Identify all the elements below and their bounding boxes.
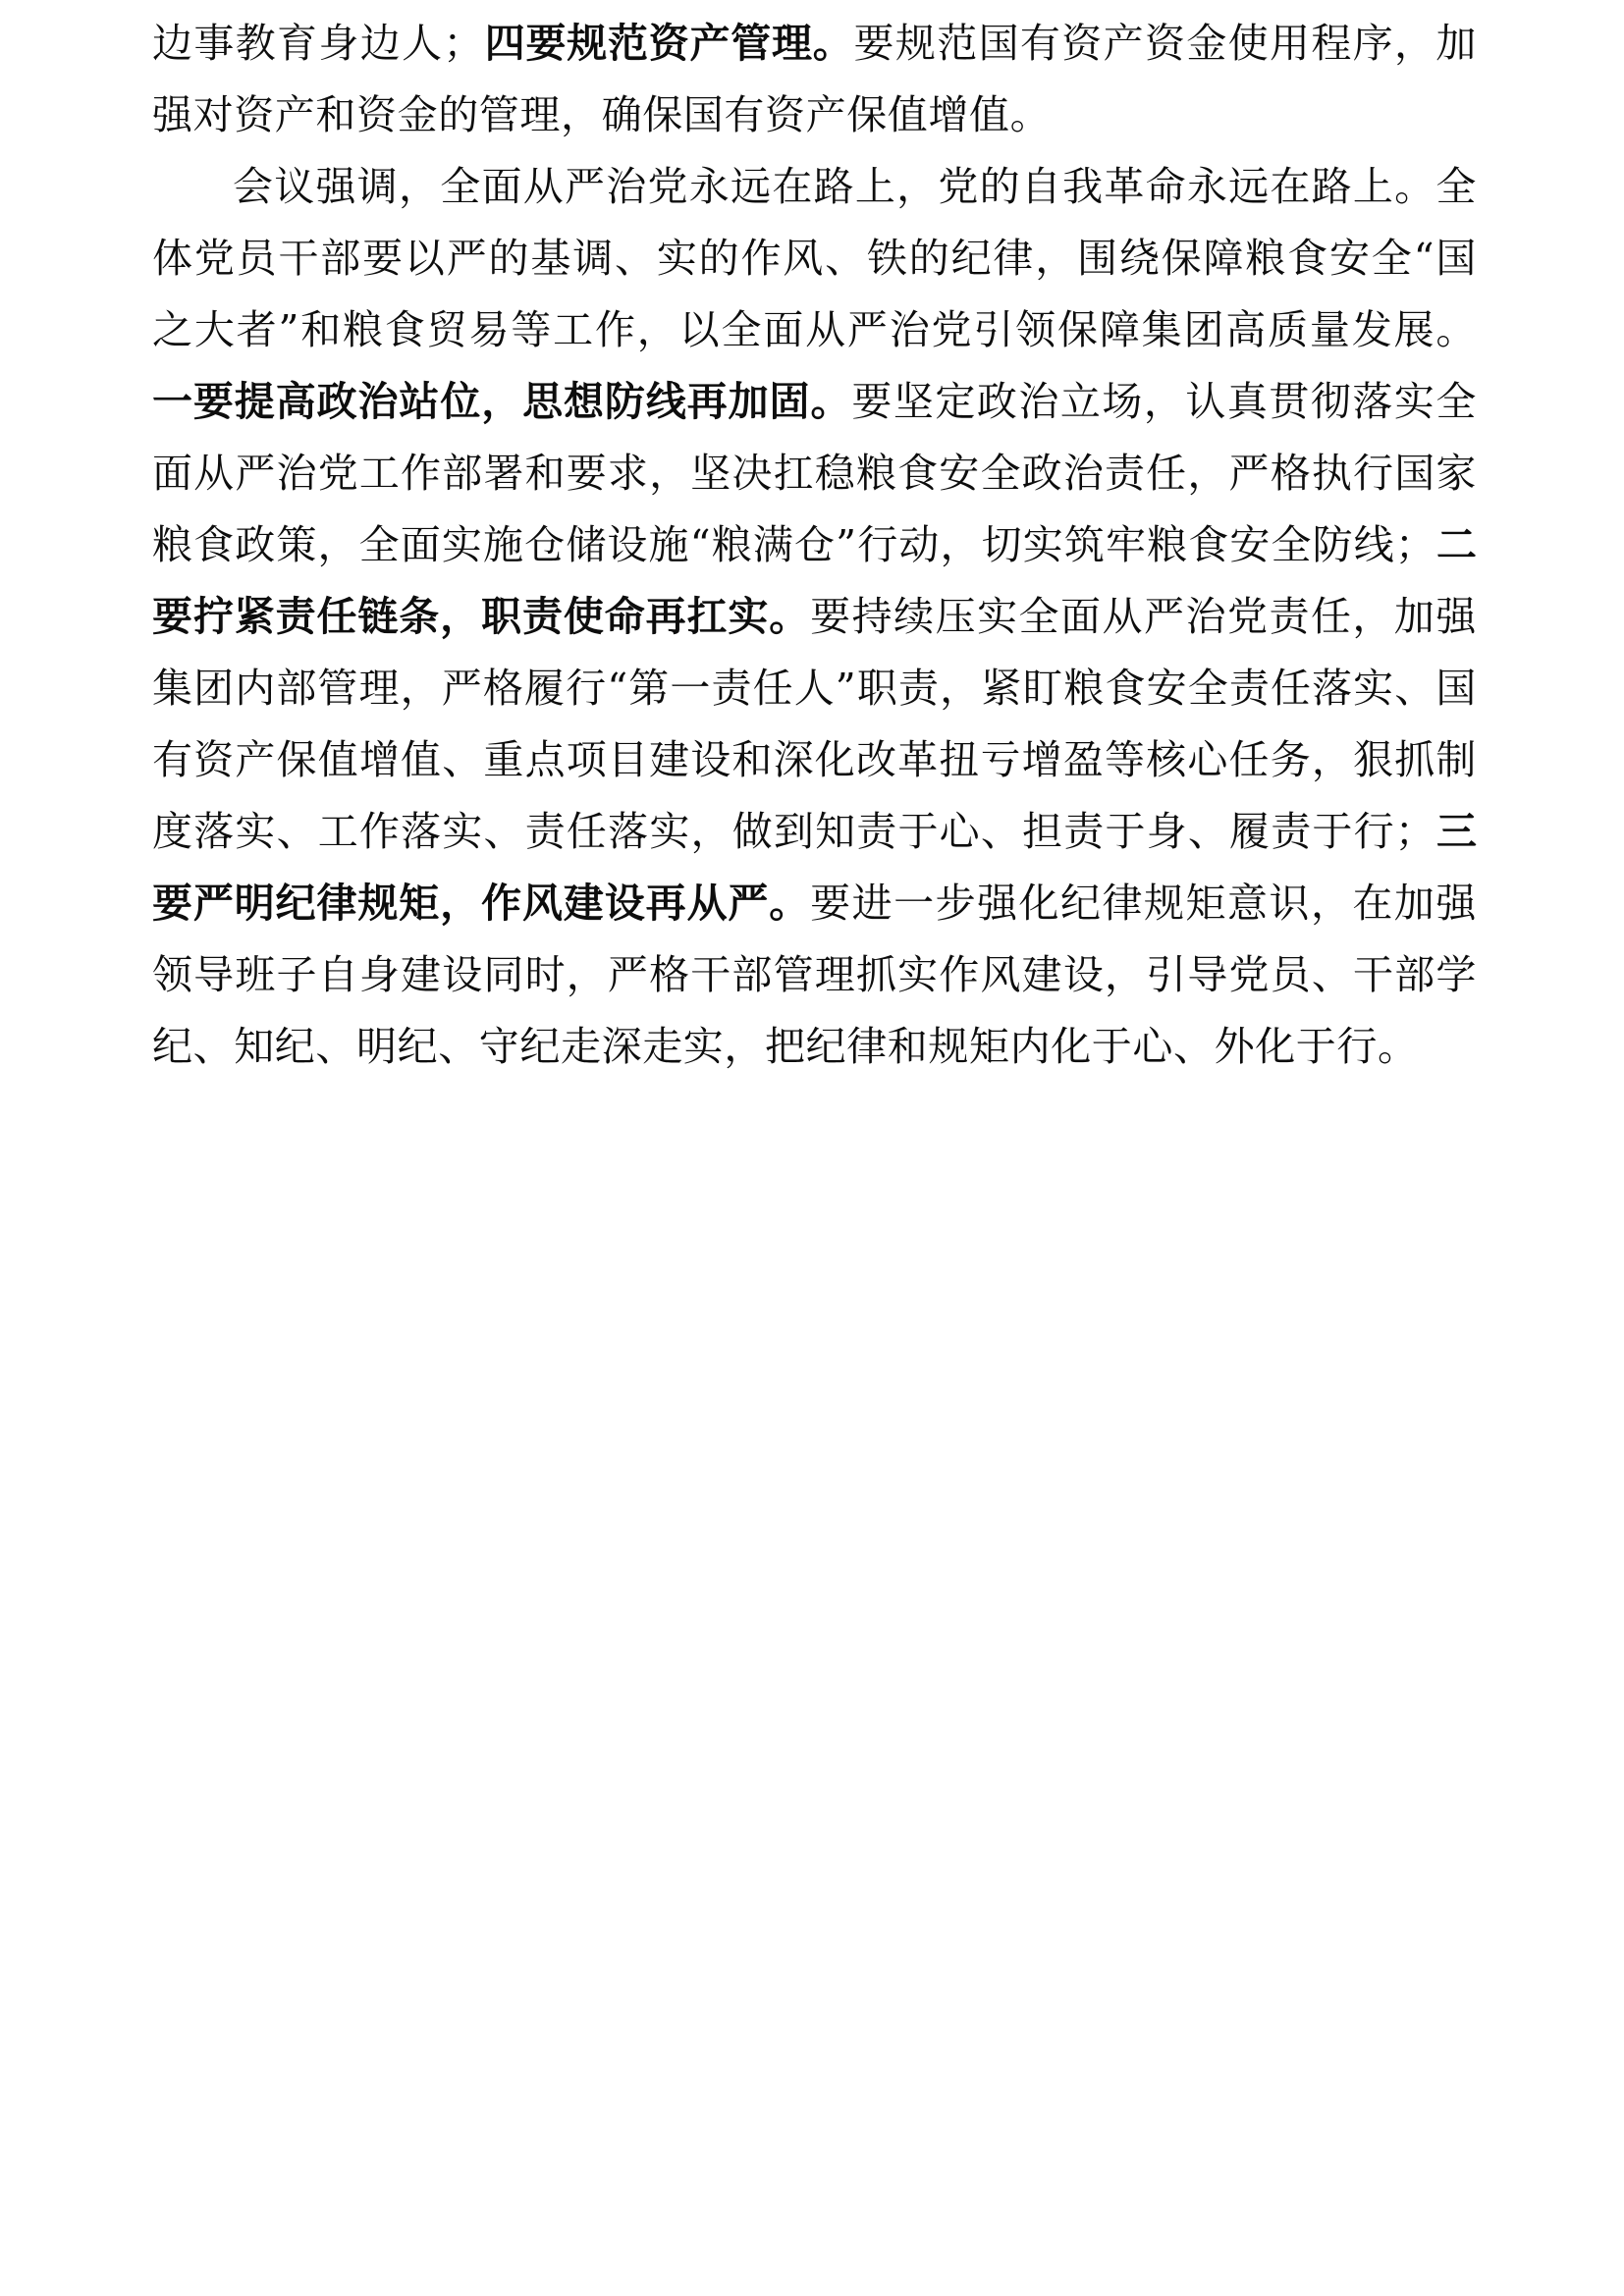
para-asset-management [152,8,1477,151]
emphasis-run: 一要提高政治站位，思想防线再加固。 [152,378,852,425]
text-run: 要进一步强化纪律规矩意识，在加强领导班子自身建设同时，严格干部管理抓实作风建设，引导党员、干部学纪、知纪、明纪、守纪走深走实，把纪律和规矩内化于心、外化于行。 [152,880,1477,1070]
emphasis-run: 四要规范资产管理。 [484,20,854,67]
para-meeting-emphasis [152,151,1477,1083]
emphasis-run: 三要严明纪律规矩，作风建设再从严。 [152,808,1477,927]
text-run: 边事教育身边人； [152,20,485,67]
text-run: 要持续压实全面从严治党责任，加强集团内部管理，严格履行“第一责任人”职责，紧盯粮食安全责任落实、国有资产保值增值、重点项目建设和深化改革扭亏增盈等核心任务，狠抓制度落实、工作落实、责任落实，做到知责于心、担责于身、履责于行； [152,593,1477,855]
text-run: 要规范国有资产资金使用程序，加强对资产和资金的管理，确保国有资产保值增值。 [152,20,1478,138]
text-run: 要坚定政治立场，认真贯彻落实全面从严治党工作部署和要求，坚决扛稳粮食安全政治责任，严格执行国家粮食政策，全面实施仓储设施“粮满仓”行动，切实筑牢粮食安全防线； [152,378,1478,568]
text-run: 会议强调，全面从严治党永远在路上，党的自我革命永远在路上。全体党员干部要以严的基调、实的作风、铁的纪律，围绕保障粮食安全“国之大者”和粮食贸易等工作，以全面从严治党引领保障集团高质量发展。 [152,163,1477,353]
document-body [152,0,1477,1083]
emphasis-run: 二要拧紧责任链条，职责使命再扛实。 [152,521,1477,640]
